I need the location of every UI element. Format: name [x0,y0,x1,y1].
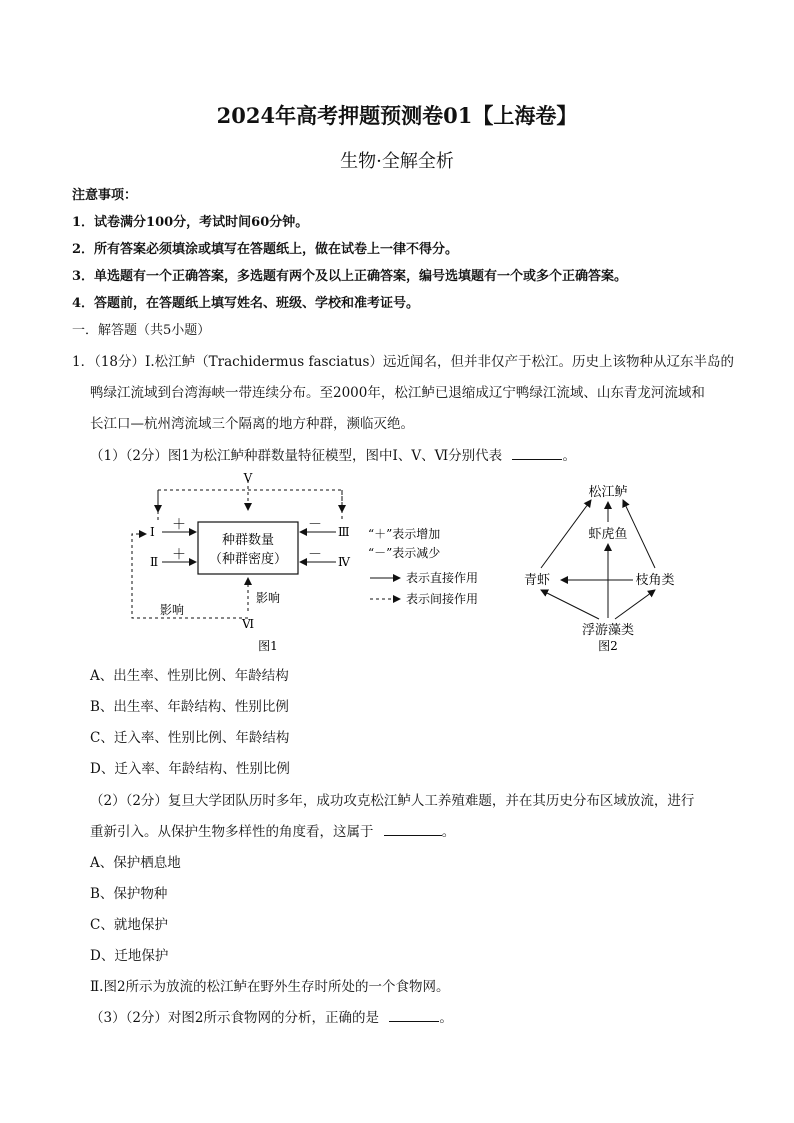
arrow-algae-shrimp [541,590,599,619]
figure-2-food-web [515,476,695,656]
q1-sub2-end: 。 [441,824,456,840]
plus-sign: ＋ [172,517,186,533]
q1-sub2-line2 [90,820,455,840]
node-shrimp: 青虾 [523,573,551,588]
option-c: C、就地保护 [90,917,168,933]
node-plankton-algae: 浮游藻类 [581,623,635,638]
q1-sub1-text: （1）（2分）图1为松江鲈种群数量特征模型，图中Ⅰ、Ⅴ、Ⅵ分别代表 [90,448,503,464]
minus-sign: － [308,517,322,533]
label-iii: Ⅲ [338,525,350,539]
option-a: A、保护栖息地 [90,855,181,871]
note-item: 1．试卷满分100分，考试时间60分钟。 [72,215,309,230]
option-b: B、保护物种 [90,886,168,902]
q1-sub3-stem [90,1006,453,1026]
note-item: 3．单选题有一个正确答案，多选题有两个及以上正确答案，编号选填题有一个或多个正确答案。 [72,269,628,284]
q1-intro-line: 1．（18分）Ⅰ.松江鲈（Trachidermus fasciatus）远近闻名，但并非仅产于松江。历史上该物种从辽东半岛的 [72,354,734,370]
figure-1-caption: 图1 [258,639,278,653]
arrow-algae-cladocera [615,590,655,619]
answer-blank [512,447,562,460]
option-a: A、出生率、性别比例、年龄结构 [90,668,289,684]
box-label-1: 种群数量 [221,533,275,548]
box-label-2: （种群密度） [208,552,288,567]
q1-part2-intro: Ⅱ.图2所示为放流的松江鲈在野外生存时所处的一个食物网。 [90,979,450,995]
q1-sub2-text: 重新引入。从保护生物多样性的角度看，这属于 [90,824,374,840]
arrow-shrimp-perch [541,500,591,568]
option-d: D、迁地保护 [90,948,169,964]
label-vi: Ⅵ [242,617,255,631]
label-v: Ⅴ [243,471,253,485]
section-heading: 一．解答题（共5小题） [72,323,211,338]
label-i: Ⅰ [150,525,155,539]
note-item: 2．所有答案必须填涂或填写在答题纸上，做在试卷上一律不得分。 [72,242,459,257]
arrow-cladocera-perch [623,500,655,568]
answer-blank [384,823,442,836]
legend-minus: “－”表示减少 [368,546,441,560]
option-b: B、出生率、年龄结构、性别比例 [90,699,289,715]
page-title: 2024年高考押题预测卷01【上海卷】 [216,103,578,128]
figure-2-caption: 图2 [598,639,618,653]
label-ii: Ⅱ [150,555,159,569]
label-iv: Ⅳ [338,555,350,569]
node-cladocera: 枝角类 [635,573,675,588]
option-d: D、迁入率、年龄结构、性别比例 [90,761,290,777]
q1-intro-line: 长江口—杭州湾流域三个隔离的地方种群，濒临灭绝。 [90,416,414,432]
notes-heading: 注意事项： [72,188,138,203]
page-subtitle: 生物·全解全析 [340,151,454,172]
legend-indirect: 表示间接作用 [406,592,479,606]
q1-intro-line: 鸭绿江流域到台湾海峡一带连续分布。至2000年，松江鲈已退缩成辽宁鸭绿江流域、山东青龙河流域和 [90,385,705,401]
q1-sub3-text: （3）（2分）对图2所示食物网的分析，正确的是 [90,1010,380,1026]
q1-sub1-end: 。 [562,448,576,464]
node-songjiang-perch: 松江鲈 [588,485,628,500]
influence-label: 影响 [256,591,281,605]
answer-blank [389,1009,439,1022]
legend-direct: 表示直接作用 [406,571,479,585]
q1-sub3-end: 。 [439,1010,453,1026]
figure-1-population-model [120,466,510,656]
dashed-loop-top [158,490,342,520]
option-c: C、迁入率、性别比例、年龄结构 [90,730,290,746]
node-goby: 虾虎鱼 [588,527,628,542]
note-item: 4．答题前，在答题纸上填写姓名、班级、学校和准考证号。 [72,296,420,311]
plus-sign: ＋ [172,547,186,563]
legend-plus: “＋”表示增加 [368,527,441,541]
minus-sign: － [308,547,322,563]
q1-sub1-stem [90,444,576,464]
q1-sub2-line1: （2）（2分）复旦大学团队历时多年，成功攻克松江鲈人工养殖难题，并在其历史分布区域放流，进行 [90,793,695,809]
influence-label: 影响 [160,603,185,617]
